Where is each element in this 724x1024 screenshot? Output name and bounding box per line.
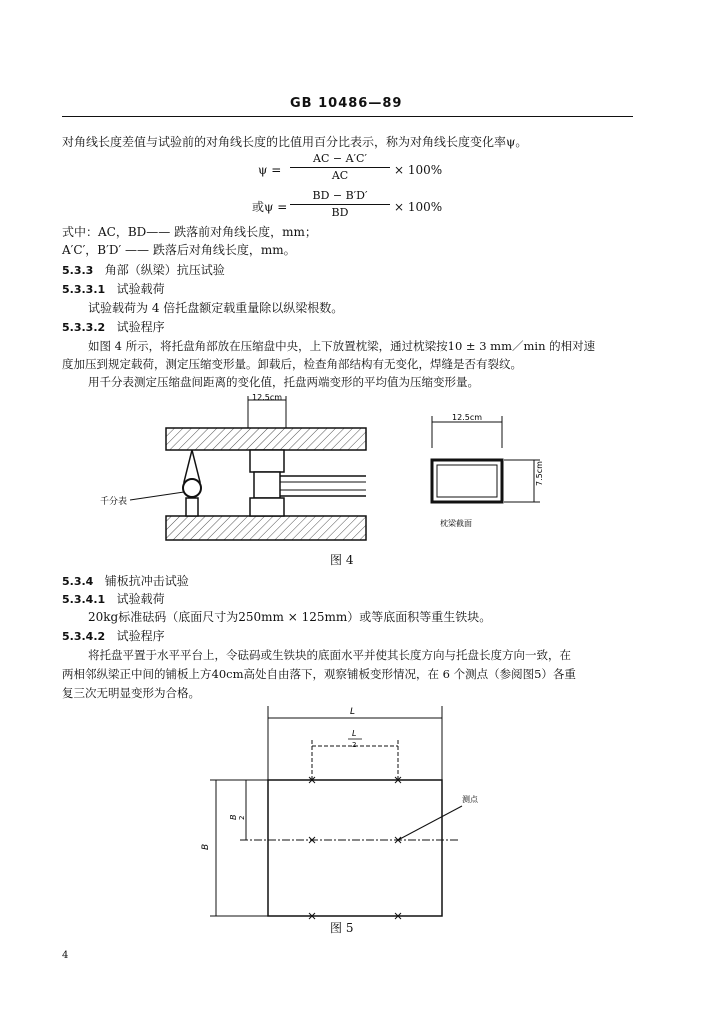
section-5-3-3-1-body: 试验载荷为 4 倍托盘额定载重量除以纵梁根数。 bbox=[88, 301, 344, 315]
pallet-outline bbox=[268, 780, 442, 916]
upper-beam-block bbox=[250, 450, 284, 472]
standard-code: GB 10486—89 bbox=[290, 96, 403, 111]
section-caption: 枕梁截面 bbox=[440, 519, 472, 528]
section-title: 铺板抗冲击试验 bbox=[104, 574, 189, 588]
formula2-rhs: × 100% bbox=[394, 200, 443, 214]
measurement-point-label: 测点 bbox=[462, 795, 478, 804]
section-5-3-3-2-body1: 如图 4 所示，将托盘角部放在压缩盘中央，上下放置枕梁，通过枕梁按10 ± 3 mm／min 的相对速 bbox=[88, 339, 596, 353]
lower-beam-block bbox=[250, 498, 284, 516]
section-number: 5.3.3 bbox=[62, 264, 94, 277]
figure-4-drawing bbox=[100, 392, 640, 572]
lower-compression-plate bbox=[166, 516, 366, 540]
formula1-denominator: AC bbox=[331, 169, 349, 182]
section-title: 试验程序 bbox=[116, 320, 165, 334]
section-title: 试验程序 bbox=[116, 629, 165, 643]
where-line1: 式中：AC，BD—— 跌落前对角线长度，mm； bbox=[62, 225, 317, 239]
section-height-label: 7.5cm bbox=[535, 461, 544, 486]
dim-B2-num: B bbox=[229, 814, 238, 820]
section-width-label: 12.5cm bbox=[452, 413, 483, 422]
formula1-numerator: AC − A′C′ bbox=[313, 152, 367, 165]
section-5-3-3-2-body3: 用千分表测定压缩盘间距离的变化值，托盘两端变形的平均值为压缩变形量。 bbox=[88, 375, 479, 389]
upper-compression-plate bbox=[166, 428, 366, 450]
dim-B-label: B bbox=[201, 843, 211, 850]
formula2-lhs: 或ψ = bbox=[252, 200, 288, 214]
figure-5 bbox=[190, 700, 530, 920]
dial-gauge-icon bbox=[183, 479, 201, 497]
dim-B2-den: 2 bbox=[238, 815, 246, 820]
section-title: 角部（纵梁）抗压试验 bbox=[104, 263, 225, 277]
figure-5-caption: 图 5 bbox=[330, 921, 354, 935]
intro-line: 对角线长度差值与试验前的对角线长度的比值用百分比表示，称为对角线长度变化率ψ。 bbox=[62, 135, 528, 149]
dial-gauge-stem bbox=[184, 450, 200, 482]
dim-L-label: L bbox=[350, 707, 356, 717]
dial-gauge-label: 千分表 bbox=[100, 497, 128, 507]
page-number: 4 bbox=[62, 950, 69, 961]
section-title: 试验载荷 bbox=[116, 592, 165, 606]
section-5-3-3 bbox=[62, 262, 225, 279]
where-line2: A′C′，B′D′ —— 跌落后对角线长度，mm。 bbox=[62, 243, 296, 257]
section-5-3-3-1 bbox=[62, 281, 165, 298]
dim-L2-den: 2 bbox=[352, 741, 357, 749]
figure-5-drawing bbox=[190, 700, 530, 920]
pallet-corner-section bbox=[254, 472, 280, 498]
section-5-3-3-2-body2: 度加压到规定载荷，测定压缩变形量。卸载后，检查角部结构有无变化，焊缝是否有裂纹。 bbox=[62, 357, 522, 371]
section-5-3-4-2-body1: 将托盘平置于水平平台上，令砝码或生铁块的底面水平并使其长度方向与托盘长度方向一致，在 bbox=[88, 648, 571, 662]
formula2-fraction-bar bbox=[290, 204, 390, 205]
section-number: 5.3.4.1 bbox=[62, 593, 106, 606]
fig4-dim-top-label: 12.5cm bbox=[252, 393, 283, 402]
formula1-lhs: ψ = bbox=[258, 163, 282, 177]
section-number: 5.3.3.1 bbox=[62, 283, 106, 296]
section-5-3-4-2-body2: 两相邻纵梁正中间的铺板上方40cm高处自由落下，观察铺板变形情况，在 6 个测点（参阅图5）各重 bbox=[62, 667, 576, 681]
dim-L2-num: L bbox=[352, 729, 357, 738]
formula1-rhs: × 100% bbox=[394, 163, 443, 177]
figure-4-caption: 图 4 bbox=[330, 553, 354, 567]
section-5-3-4 bbox=[62, 573, 189, 590]
section-number: 5.3.3.2 bbox=[62, 321, 106, 334]
figure-4 bbox=[100, 392, 640, 572]
section-5-3-3-2 bbox=[62, 319, 165, 336]
formula1-fraction-bar bbox=[290, 167, 390, 168]
section-5-3-4-2-body3: 复三次无明显变形为合格。 bbox=[62, 686, 200, 700]
section-5-3-4-2 bbox=[62, 628, 165, 645]
formula2-numerator: BD − B′D′ bbox=[312, 189, 368, 202]
section-5-3-4-1-body: 20kg标准砝码（底面尺寸为250mm × 125mm）或等底面积等重生铁块。 bbox=[88, 610, 492, 624]
section-5-3-4-1 bbox=[62, 591, 165, 608]
section-number: 5.3.4.2 bbox=[62, 630, 106, 643]
section-number: 5.3.4 bbox=[62, 575, 94, 588]
header-rule bbox=[62, 116, 633, 117]
section-title: 试验载荷 bbox=[116, 282, 165, 296]
formula2-denominator: BD bbox=[331, 206, 349, 219]
